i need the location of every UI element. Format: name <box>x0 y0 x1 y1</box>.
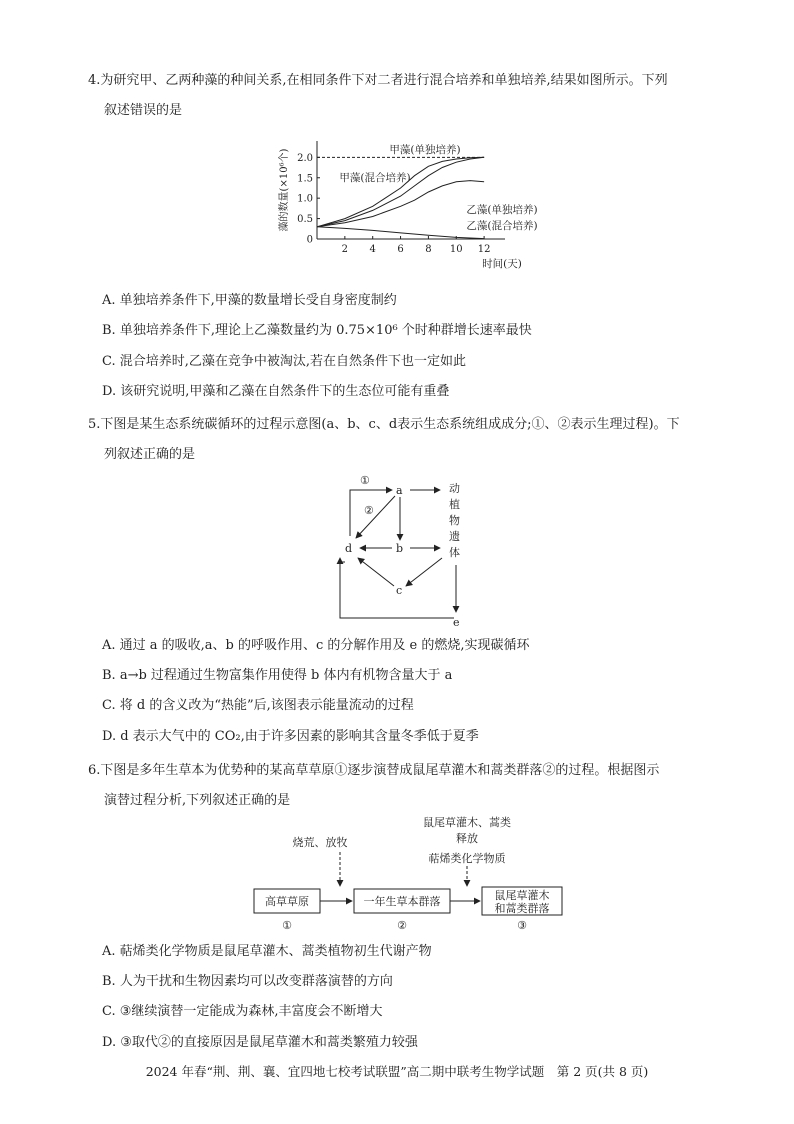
x-tick-label: 2 <box>341 244 349 255</box>
q6-stem-line1: 6.下图是多年生草本为优势种的某高草草原①逐步演替成鼠尾草灌木和蒿类群落②的过程。根据图示 <box>88 763 660 778</box>
x-tick-label: 10 <box>449 244 463 255</box>
series-label-1: 甲藻(单独培养) <box>389 144 461 156</box>
x-tick-label: 4 <box>369 244 376 255</box>
remains-char-3: 物 <box>449 514 460 527</box>
arrow-c-to-d <box>358 558 394 586</box>
node-c: c <box>396 584 403 597</box>
q6-option-a[interactable]: A. 萜烯类化学物质是鼠尾草灌木、蒿类植物初生代谢产物 <box>102 944 432 959</box>
series-label-3: 乙藻(单独培养) <box>466 204 538 216</box>
arrow-remains-to-c <box>406 558 442 586</box>
q4-stem-line2: 叙述错误的是 <box>104 103 183 118</box>
q6-stem-line2: 演替过程分析,下列叙述正确的是 <box>104 793 291 808</box>
label-process-2: ② <box>364 504 374 517</box>
factor2-line1: 鼠尾草灌木、蒿类 <box>423 816 511 829</box>
box2-label: 一年生草本群落 <box>363 895 441 908</box>
q6-option-c[interactable]: C. ③继续演替一定能成为森林,丰富度会不断增大 <box>102 1004 383 1019</box>
factor1-label: 烧荒、放牧 <box>292 836 348 849</box>
node-a: a <box>396 484 403 497</box>
y-tick-label: 0.5 <box>297 214 313 226</box>
label-process-1: ① <box>360 474 370 487</box>
q5-option-d[interactable]: D. d 表示大气中的 CO₂,由于许多因素的影响其含量冬季低于夏季 <box>102 729 479 744</box>
q5-stem-line2: 列叙述正确的是 <box>104 447 196 462</box>
q5-option-c[interactable]: C. 将 d 的含义改为“热能”后,该图表示能量流动的过程 <box>102 698 414 713</box>
box1-number: ① <box>282 919 292 932</box>
remains-char-5: 体 <box>449 546 460 559</box>
q5-option-b[interactable]: B. a→b 过程通过生物富集作用使得 b 体内有机物含量大于 a <box>102 668 453 683</box>
q5-option-a[interactable]: A. 通过 a 的吸收,a、b 的呼吸作用、c 的分解作用及 e 的燃烧,实现碳循环 <box>102 638 530 653</box>
node-e: e <box>453 616 460 629</box>
q4-option-c[interactable]: C. 混合培养时,乙藻在竞争中被淘汰,若在自然条件下也一定如此 <box>102 354 467 369</box>
x-axis-label: 时间(天) <box>482 258 522 270</box>
q4-line-chart <box>275 135 540 280</box>
q6-option-d[interactable]: D. ③取代②的直接原因是鼠尾草灌木和蒿类繁殖力较强 <box>102 1035 418 1050</box>
y-tick-label: 1.0 <box>297 193 313 205</box>
series-line-2 <box>317 157 484 227</box>
box1-label: 高草草原 <box>265 895 309 908</box>
series-label-2: 甲藻(混合培养) <box>339 172 411 184</box>
q5-stem-line1: 5.下图是某生态系统碳循环的过程示意图(a、b、c、d表示生态系统组成成分;①、②表示生理过程)。下 <box>88 417 680 432</box>
box3-number: ③ <box>517 919 527 932</box>
y-tick-label: 0 <box>306 234 313 246</box>
q6-option-b[interactable]: B. 人为干扰和生物因素均可以改变群落演替的方向 <box>102 974 393 989</box>
question-5-stem <box>88 410 728 470</box>
x-tick-label: 6 <box>397 244 404 255</box>
series-label-4: 乙藻(混合培养) <box>466 220 538 232</box>
node-d: d <box>345 542 353 555</box>
q4-option-b[interactable]: B. 单独培养条件下,理论上乙藻数量约为 0.75×10⁶ 个时种群增长速率最快 <box>102 323 532 338</box>
node-b: b <box>396 542 404 555</box>
factor2-line2: 释放 <box>456 832 478 845</box>
question-6-stem <box>88 756 728 816</box>
question-4-stem <box>88 66 728 126</box>
box3-label-line2: 和蒿类群落 <box>494 902 550 915</box>
y-tick-label: 1.5 <box>297 173 313 185</box>
box3-label-line1: 鼠尾草灌木 <box>494 889 550 902</box>
q4-option-d[interactable]: D. 该研究说明,甲藻和乙藻在自然条件下的生态位可能有重叠 <box>102 384 450 399</box>
factor2-line3: 萜烯类化学物质 <box>428 852 506 865</box>
x-tick-label: 8 <box>425 244 432 255</box>
page-footer: 2024 年春“荆、荆、襄、宜四地七校考试联盟”高二期中联考生物学试题 第 2 页(共 8 页) <box>145 1064 649 1079</box>
remains-char-2: 植 <box>449 498 460 511</box>
x-tick-label: 12 <box>477 244 491 255</box>
remains-char-4: 遗 <box>449 530 460 543</box>
box2-number: ② <box>397 919 407 932</box>
arrow-a-to-d-process-2 <box>356 496 395 538</box>
series-line-1 <box>317 157 484 227</box>
q5-carbon-cycle-diagram <box>330 470 480 630</box>
y-tick-label: 2.0 <box>297 152 313 164</box>
remains-char-1: 动 <box>449 482 460 495</box>
q6-succession-diagram <box>240 812 570 934</box>
q4-option-a[interactable]: A. 单独培养条件下,甲藻的数量增长受自身密度制约 <box>102 293 397 308</box>
y-axis-label: 藻的数量(×10⁶个) <box>279 148 290 232</box>
q4-stem-line1: 4.为研究甲、乙两种藻的种间关系,在相同条件下对二者进行混合培养和单独培养,结果如图所示。下列 <box>88 73 668 88</box>
